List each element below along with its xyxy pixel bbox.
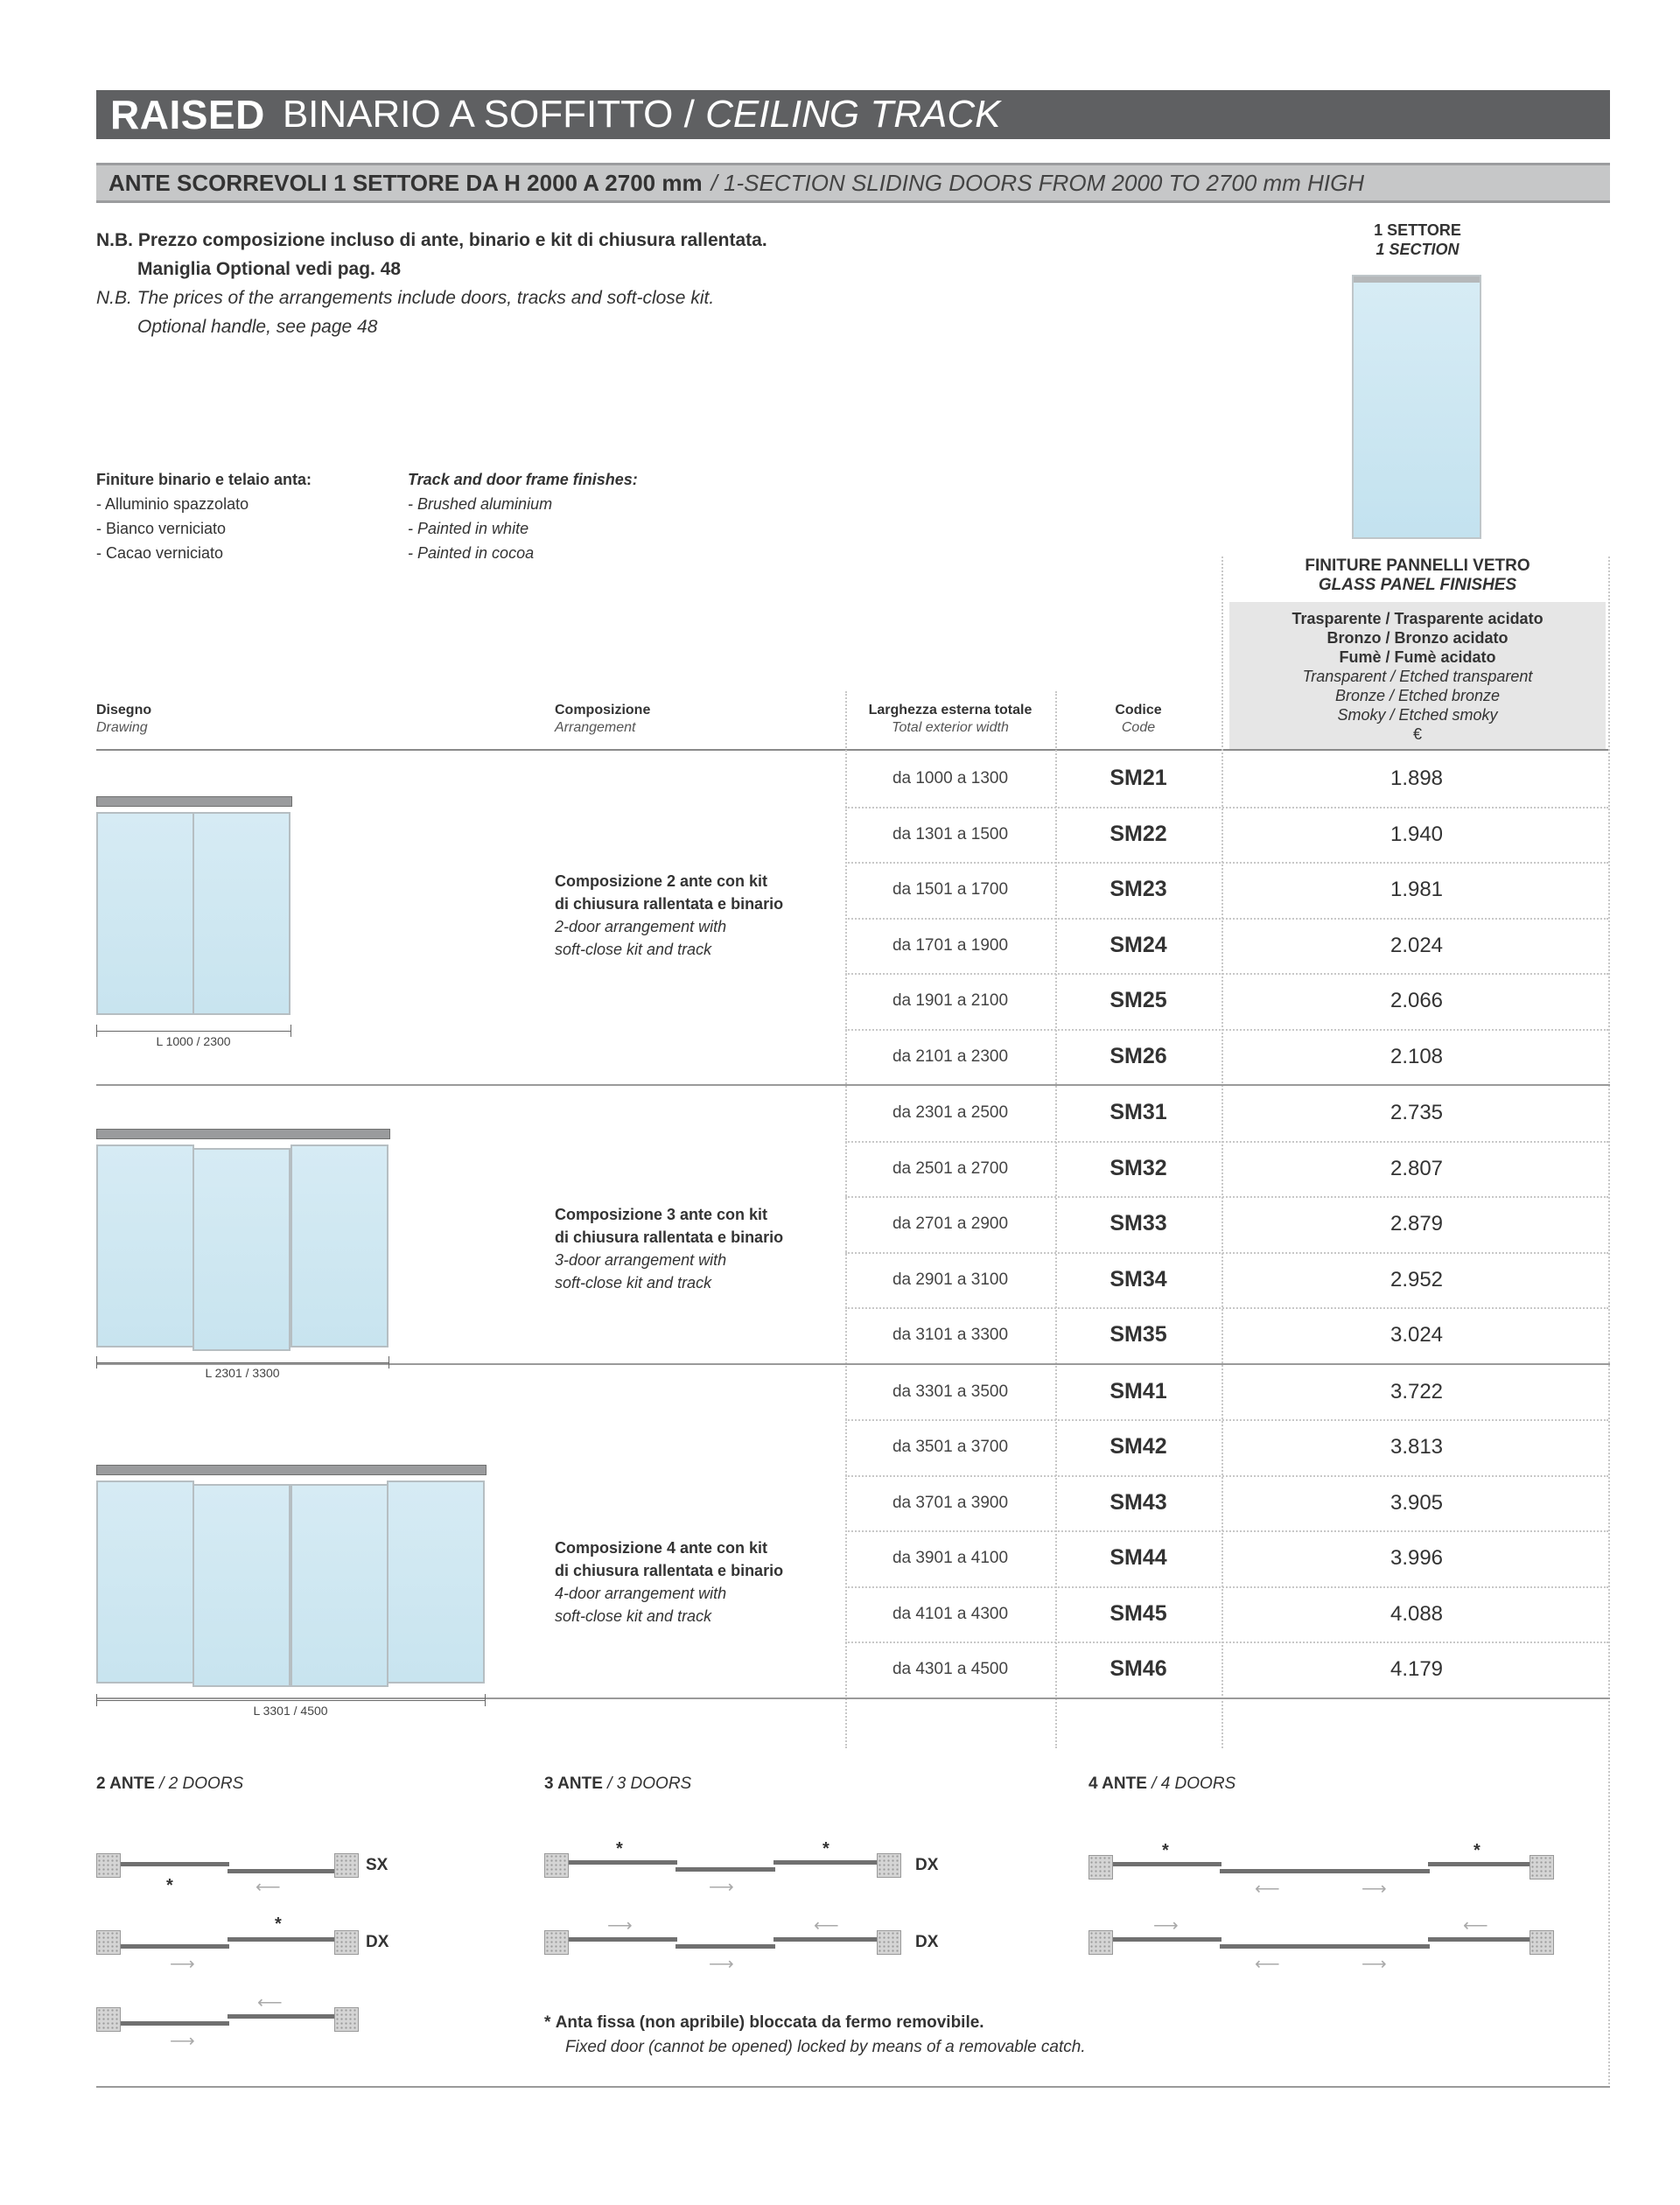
heading-3-doors [544, 1774, 691, 1794]
footnote [544, 2011, 1507, 2060]
arr-it: di chiusura rallentata e binario [555, 1228, 784, 1246]
footnote-star: * [544, 2013, 551, 2032]
product-code: SM41 [1110, 1378, 1167, 1404]
width-range: da 1701 a 1900 [892, 935, 1009, 955]
subtitle-it: ANTE SCORREVOLI 1 SETTORE DA H 2000 A 2700 mm [108, 169, 703, 196]
glass-title-it: FINITURE PANNELLI VETRO [1305, 556, 1530, 575]
glass-title-en: GLASS PANEL FINISHES [1318, 576, 1517, 594]
price: 1.981 [1390, 878, 1444, 901]
price: 2.735 [1390, 1101, 1444, 1124]
notes [96, 226, 884, 341]
side-label-dx: DX [915, 1856, 939, 1874]
glass-finishes-title [1229, 556, 1606, 595]
price: 3.905 [1390, 1490, 1444, 1515]
page-title-en: CEILING TRACK [705, 93, 1001, 136]
col-arr-en: Arrangement [555, 720, 636, 735]
price: 3.024 [1390, 1323, 1444, 1347]
width-range: da 1501 a 1700 [892, 880, 1009, 899]
finish-en-item: - Painted in white [408, 520, 529, 537]
width-range: da 3901 a 4100 [892, 1549, 1009, 1567]
arrow-left-icon: ⟵ [257, 1993, 283, 2012]
arrangement-3-doors [555, 1203, 844, 1294]
table-bottom-rule [96, 1698, 1610, 1699]
price: 1.898 [1390, 766, 1444, 790]
price: 2.807 [1390, 1156, 1444, 1180]
arrow-right-icon: ⟶ [1362, 1880, 1387, 1899]
width-range: da 2501 a 2700 [892, 1158, 1009, 1178]
arrow-right-icon: ⟶ [170, 1955, 195, 1974]
product-code: SM46 [1110, 1656, 1167, 1681]
arrow-right-icon: ⟶ [709, 1955, 734, 1974]
width-range: da 2301 a 2500 [892, 1103, 1009, 1122]
col-head-drawing [96, 702, 151, 737]
glass-finishes-list [1229, 609, 1606, 744]
col-width-it: Larghezza esterna totale [868, 703, 1032, 718]
heading-en: / 4 DOORS [1152, 1774, 1236, 1793]
side-label-sx: SX [366, 1856, 388, 1874]
arrow-right-icon: ⟶ [709, 1878, 734, 1897]
price: 3.996 [1390, 1546, 1444, 1570]
glass-it-3: Fumè / Fumè acidato [1339, 648, 1496, 666]
footnote-en: Fixed door (cannot be opened) locked by means of a removable catch. [565, 2038, 1086, 2056]
arr-en: 2-door arrangement with [555, 918, 727, 935]
side-label-dx: DX [915, 1933, 939, 1951]
fixed-door-marker: * [275, 1914, 282, 1934]
heading-en: / 2 DOORS [159, 1774, 244, 1793]
arr-it: Composizione 4 ante con kit [555, 1539, 768, 1557]
arrow-left-icon: ⟵ [1255, 1880, 1280, 1899]
arr-it: Composizione 2 ante con kit [555, 872, 768, 890]
glass-en-3: Smoky / Etched smoky [1337, 706, 1498, 724]
finish-it-item: - Cacao verniciato [96, 544, 224, 562]
arr-en: soft-close kit and track [555, 1607, 712, 1625]
price: 3.722 [1390, 1379, 1444, 1404]
product-code: SM45 [1110, 1600, 1167, 1626]
price: 1.940 [1390, 822, 1444, 846]
arrangement-4-doors [555, 1536, 844, 1628]
arr-en: soft-close kit and track [555, 941, 712, 958]
glass-it-2: Bronzo / Bronzo acidato [1326, 629, 1508, 647]
arrow-left-icon: ⟵ [814, 1916, 839, 1936]
price: 2.108 [1390, 1044, 1444, 1068]
heading-it: 4 ANTE [1088, 1774, 1147, 1793]
note-it-line2: Maniglia Optional vedi pag. 48 [137, 259, 402, 279]
page-title-it: BINARIO A SOFFITTO / [282, 93, 695, 136]
width-range: da 1301 a 1500 [892, 824, 1009, 844]
footnote-it: Anta fissa (non apribile) bloccata da fermo removibile. [555, 2013, 984, 2032]
product-code: SM26 [1110, 1043, 1167, 1068]
price: 4.179 [1390, 1657, 1444, 1681]
section-subtitle-bar [96, 163, 1610, 203]
price: 2.066 [1390, 989, 1444, 1012]
product-code: SM24 [1110, 932, 1167, 957]
finish-it-item: - Bianco verniciato [96, 520, 227, 537]
finishes-it-title: Finiture binario e telaio anta: [96, 471, 312, 488]
fixed-door-marker: * [166, 1876, 173, 1895]
glass-it-1: Trasparente / Trasparente acidato [1292, 610, 1544, 627]
arrow-right-icon: ⟶ [1362, 1955, 1387, 1974]
width-range: da 2901 a 3100 [892, 1270, 1009, 1289]
dimension-label: L 2301 / 3300 [205, 1366, 280, 1380]
fixed-door-marker: * [616, 1839, 623, 1858]
glass-panel-icon [1352, 275, 1481, 539]
price: 2.879 [1390, 1212, 1444, 1236]
glass-en-2: Bronze / Etched bronze [1334, 687, 1501, 704]
arrow-left-icon: ⟵ [256, 1878, 281, 1897]
col-code-en: Code [1121, 720, 1156, 735]
col-head-width [845, 702, 1055, 737]
glass-en-1: Transparent / Etched transparent [1302, 668, 1533, 685]
product-code: SM43 [1110, 1489, 1167, 1515]
heading-it: 3 ANTE [544, 1774, 603, 1793]
page-title-bar [96, 90, 1610, 139]
product-code: SM34 [1110, 1266, 1167, 1292]
product-code: SM32 [1110, 1155, 1167, 1180]
finish-en-item: - Brushed aluminium [408, 495, 553, 513]
width-range: da 3501 a 3700 [892, 1438, 1009, 1456]
price: 2.952 [1390, 1267, 1444, 1292]
heading-it: 2 ANTE [96, 1774, 155, 1793]
width-range: da 3101 a 3300 [892, 1326, 1009, 1344]
price: 2.024 [1390, 933, 1444, 957]
side-label-dx: DX [366, 1933, 389, 1951]
heading-en: / 3 DOORS [607, 1774, 692, 1793]
width-range: da 2101 a 2300 [892, 1046, 1009, 1066]
page-title-brand: RAISED [110, 92, 265, 137]
section-label [1312, 220, 1522, 259]
arr-it: Composizione 3 ante con kit [555, 1206, 768, 1223]
product-code: SM33 [1110, 1211, 1167, 1236]
arrow-right-icon: ⟶ [170, 2032, 195, 2051]
arrow-right-icon: ⟶ [1153, 1916, 1179, 1936]
product-code: SM22 [1110, 821, 1167, 846]
finishes-en [408, 467, 705, 565]
section-label-it: 1 SETTORE [1374, 221, 1461, 239]
heading-2-doors [96, 1774, 243, 1794]
page-title [283, 93, 1001, 136]
fixed-door-marker: * [1162, 1841, 1169, 1860]
arrow-left-icon: ⟵ [1463, 1916, 1488, 1936]
dimension-label: L 3301 / 4500 [253, 1704, 328, 1718]
col-width-en: Total exterior width [892, 720, 1009, 735]
width-range: da 4301 a 4500 [892, 1660, 1009, 1678]
width-range: da 1901 a 2100 [892, 991, 1009, 1010]
width-range: da 4101 a 4300 [892, 1604, 1009, 1623]
product-code: SM31 [1110, 1100, 1167, 1124]
page-bottom-rule [96, 2086, 1610, 2088]
product-code: SM23 [1110, 877, 1167, 901]
note-en-line1: N.B. The prices of the arrangements include doors, tracks and soft-close kit. [96, 288, 715, 308]
arr-en: soft-close kit and track [555, 1274, 712, 1292]
col-drawing-en: Drawing [96, 720, 148, 735]
col-head-arrangement [555, 702, 650, 737]
arr-en: 3-door arrangement with [555, 1251, 727, 1269]
product-code: SM42 [1110, 1434, 1167, 1459]
arr-it: di chiusura rallentata e binario [555, 1562, 784, 1579]
arrow-left-icon: ⟵ [1255, 1955, 1280, 1974]
width-range: da 3701 a 3900 [892, 1493, 1009, 1512]
arrow-right-icon: ⟶ [607, 1916, 633, 1936]
note-en-line2: Optional handle, see page 48 [137, 317, 378, 337]
col-code-it: Codice [1115, 703, 1162, 718]
finishes-it [96, 467, 394, 565]
currency-label: € [1412, 725, 1422, 743]
width-range: da 2701 a 2900 [892, 1214, 1009, 1233]
heading-4-doors [1088, 1774, 1236, 1794]
product-code: SM21 [1110, 766, 1167, 790]
product-code: SM44 [1110, 1545, 1167, 1570]
col-arr-it: Composizione [555, 703, 651, 718]
fixed-door-marker: * [1474, 1841, 1480, 1860]
arr-it: di chiusura rallentata e binario [555, 895, 784, 913]
section-label-en: 1 SECTION [1376, 241, 1460, 258]
product-code: SM35 [1110, 1322, 1167, 1347]
product-code: SM25 [1110, 988, 1167, 1012]
dimension-label: L 1000 / 2300 [156, 1034, 231, 1048]
price: 3.813 [1390, 1435, 1444, 1459]
finishes-en-title: Track and door frame finishes: [408, 471, 638, 488]
arrangement-2-doors [555, 870, 844, 961]
width-range: da 1000 a 1300 [892, 769, 1009, 788]
col-head-code [1057, 702, 1220, 737]
subtitle-en: / 1-SECTION SLIDING DOORS FROM 2000 TO 2700 mm HIGH [710, 169, 1365, 196]
price: 4.088 [1390, 1601, 1444, 1626]
arr-en: 4-door arrangement with [555, 1585, 727, 1602]
finish-en-item: - Painted in cocoa [408, 544, 535, 562]
note-it-line1: N.B. Prezzo composizione incluso di ante, binario e kit di chiusura rallentata. [96, 230, 767, 250]
col-drawing-it: Disegno [96, 703, 152, 718]
finish-it-item: - Alluminio spazzolato [96, 495, 249, 513]
fixed-door-marker: * [822, 1839, 830, 1858]
width-range: da 3301 a 3500 [892, 1382, 1009, 1401]
